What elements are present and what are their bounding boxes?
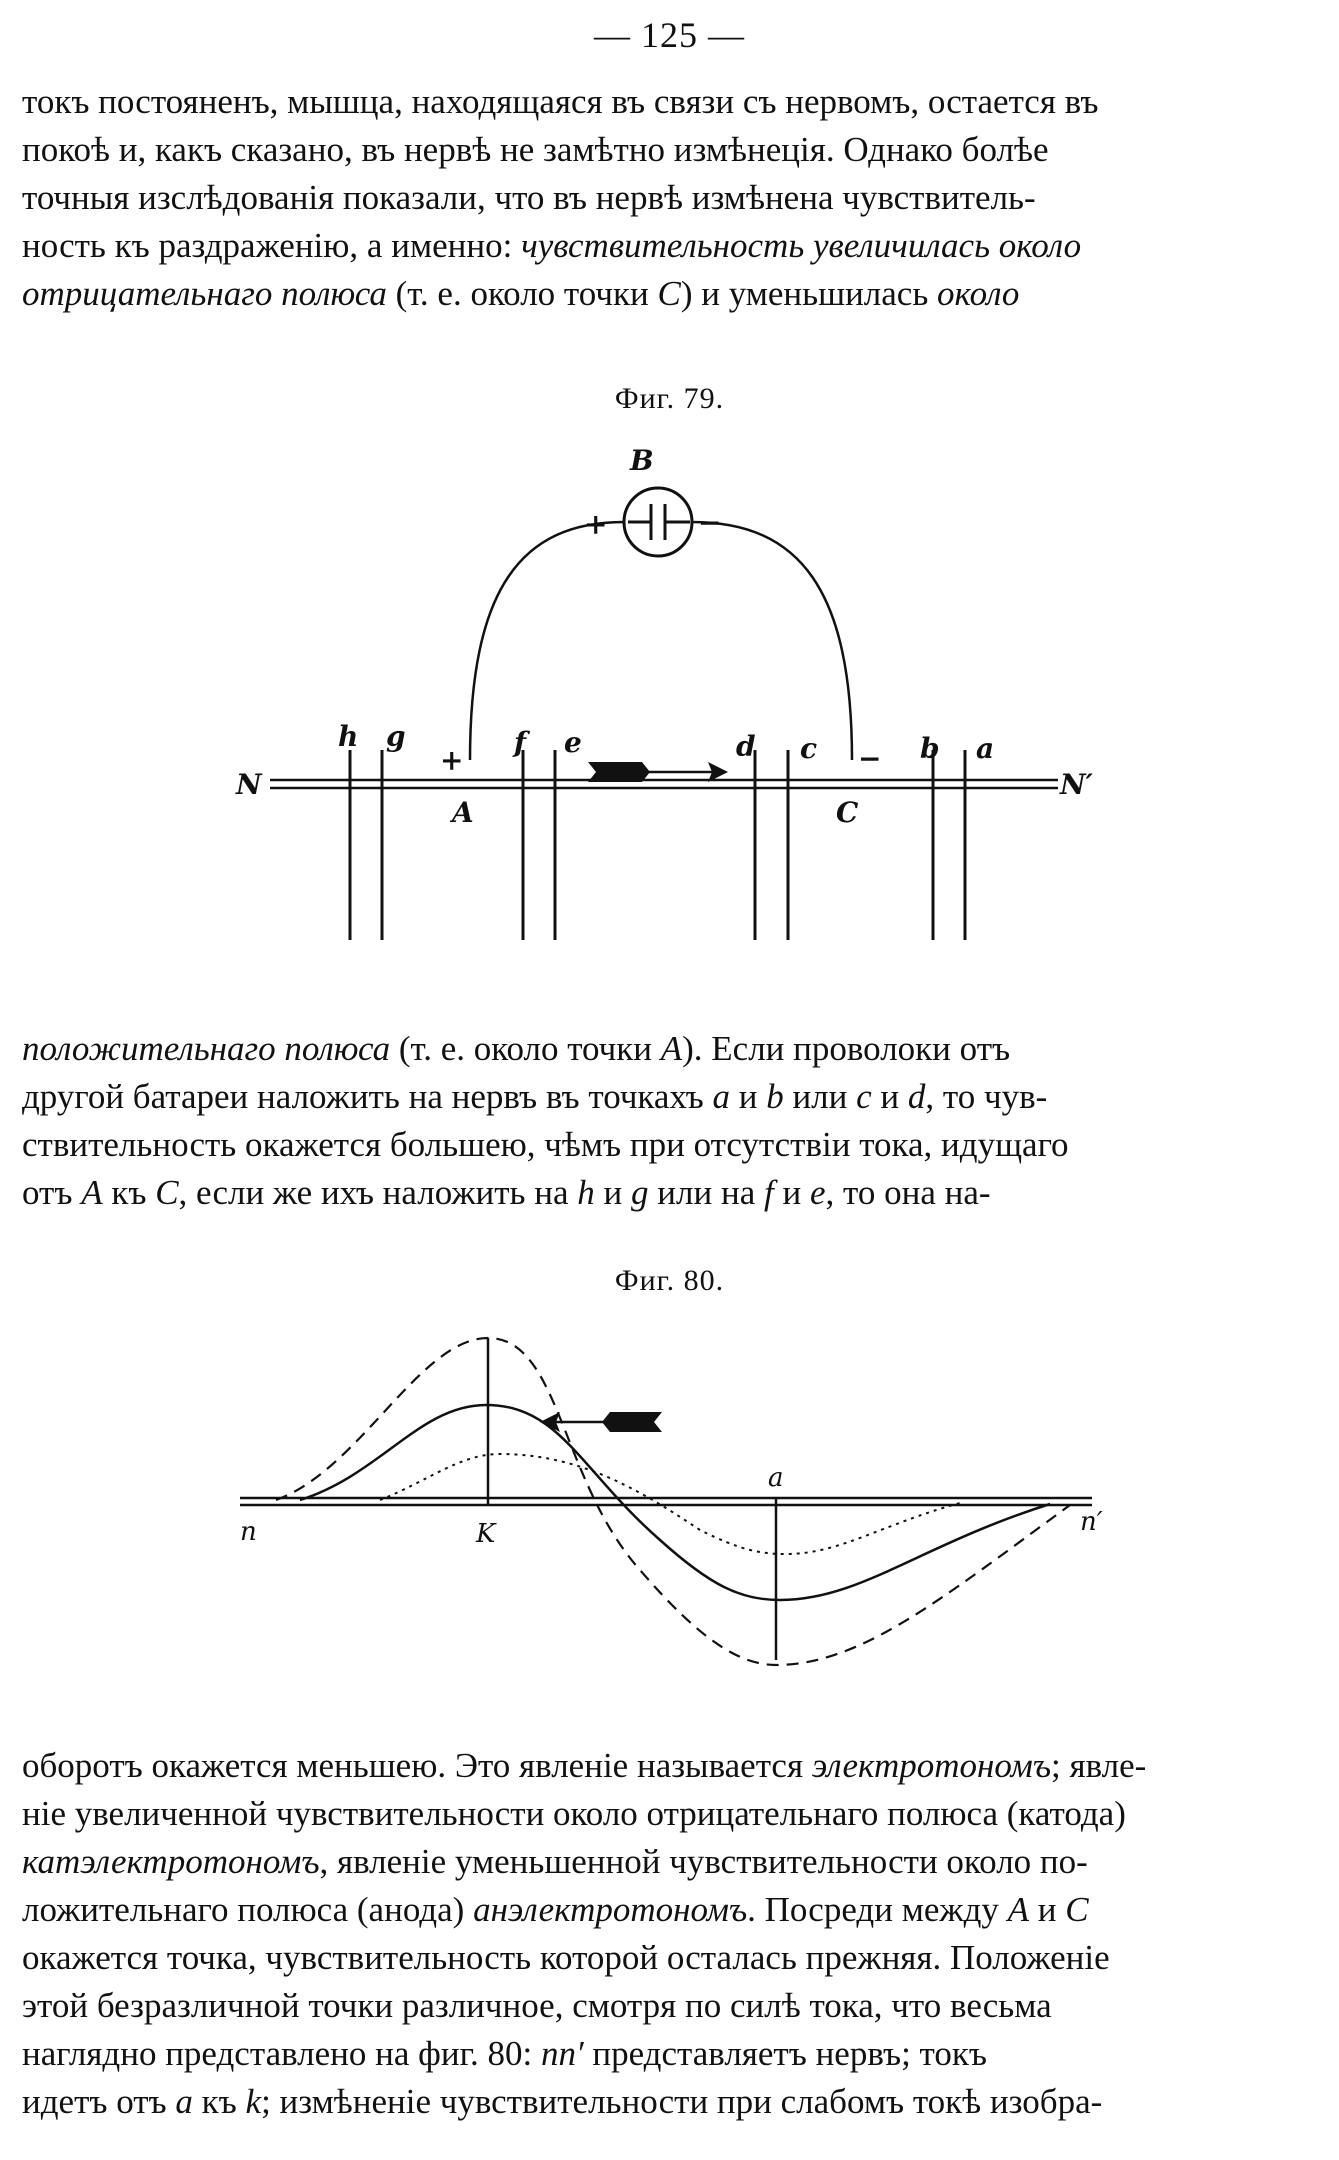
label-c: c [800, 732, 818, 765]
text-span: идетъ отъ [22, 2082, 176, 2121]
text-span: ; явле- [1051, 1746, 1147, 1785]
text-line: покоѣ и, какъ сказано, въ нервѣ не замѣтно измѣнеція. Однако болѣе [22, 130, 1049, 169]
emphasis: положительнаго полюса [22, 1029, 391, 1068]
text-span: , то она на- [825, 1173, 991, 1212]
text-line [22, 1025, 1322, 1073]
label-a: a [768, 1463, 784, 1493]
text-span: ) и уменьшилась [680, 274, 938, 313]
text-line: окажется точка, чувствительность которой осталась прежняя. Положеніе [22, 1938, 1110, 1977]
text-line [22, 2078, 1322, 2126]
emphasis: C [155, 1173, 179, 1212]
electrode-pairs [350, 750, 965, 940]
emphasis: c [856, 1077, 872, 1116]
text-span: , то чув- [925, 1077, 1048, 1116]
text-line [22, 270, 1322, 318]
paragraph-1 [22, 78, 1322, 318]
text-line [22, 1073, 1322, 1121]
label-n: n [240, 1517, 257, 1547]
emphasis: отрицательнаго полюса [22, 274, 387, 313]
label-n-prime: n′ [1080, 1507, 1103, 1537]
text-span: къ [102, 1173, 156, 1212]
paragraph-3 [22, 1742, 1322, 2126]
label-f: f [514, 726, 527, 759]
page-number: — 125 — [594, 15, 745, 55]
curve-medium-current [300, 1405, 1050, 1600]
label-A: A [452, 796, 474, 829]
text-line: ніе увеличенной чувствительности около отрицательнаго полюса (катода) [22, 1794, 1126, 1833]
text-span: ность къ раздраженію, а именно: [22, 226, 522, 265]
figure-79-diagram [0, 440, 1339, 960]
wire-negative [692, 522, 852, 760]
label-nerve-left: N [236, 768, 262, 801]
label-C: C [836, 796, 859, 829]
text-span: оборотъ окажется меньшею. Это явленіе называется [22, 1746, 812, 1785]
text-line [22, 1838, 1322, 1886]
emphasis: A [1007, 1890, 1030, 1929]
emphasis: b [766, 1077, 784, 1116]
text-span: ). Если проволоки отъ [682, 1029, 1011, 1068]
text-span: (т. е. около точки [390, 1029, 661, 1068]
text-span: и [1029, 1890, 1066, 1929]
emphasis: чувствительность увеличилась около [521, 226, 1082, 265]
text-line: ствительность окажется большею, чѣмъ при отсутствіи тока, идущаго [22, 1125, 1069, 1164]
text-span: . Посреди между [747, 1890, 1008, 1929]
text-span: и [729, 1077, 767, 1116]
emphasis: A [660, 1029, 683, 1068]
label-d: d [736, 730, 756, 763]
text-span: къ [192, 2082, 246, 2121]
label-minus-top: − [698, 506, 722, 539]
emphasis: nn′ [540, 2034, 584, 2073]
text-span: или [783, 1077, 857, 1116]
label-plus-a: + [440, 744, 464, 777]
text-line [22, 1169, 1322, 1217]
label-a: a [976, 732, 995, 765]
text-span: и [594, 1173, 632, 1212]
emphasis: g [631, 1173, 649, 1212]
emphasis: a [175, 2082, 193, 2121]
text-span: и [871, 1077, 908, 1116]
text-span: другой батареи наложить на нервъ въ точкахъ [22, 1077, 713, 1116]
label-plus-top: + [584, 508, 608, 541]
paragraph-2 [22, 1025, 1322, 1217]
label-nerve-right: N′ [1060, 768, 1093, 801]
text-span: или на [648, 1173, 764, 1212]
text-span: (т. е. около точки [386, 274, 658, 313]
label-battery: B [630, 444, 654, 477]
emphasis: f [763, 1173, 774, 1212]
emphasis: k [245, 2082, 262, 2121]
text-line: токъ постояненъ, мышца, находящаяся въ связи съ нервомъ, остается въ [22, 82, 1099, 121]
emphasis: C [657, 274, 681, 313]
text-line: точныя изслѣдованія показали, что въ нервѣ измѣнена чувствитель- [22, 178, 1036, 217]
text-span: отъ [22, 1173, 82, 1212]
emphasis: C [1065, 1890, 1089, 1929]
figure-80-caption: Фиг. 80. [614, 1264, 725, 1297]
text-span: ; измѣненіе чувствительности при слабомъ токѣ изобра- [261, 2082, 1103, 2121]
label-b: b [920, 732, 940, 765]
emphasis: анэлектротономъ [473, 1890, 748, 1929]
text-line [22, 1886, 1322, 1934]
label-g: g [386, 720, 406, 753]
figure-80-diagram [0, 1320, 1339, 1720]
text-line: этой безразличной точки различное, смотря по силѣ тока, что весьма [22, 1986, 1052, 2025]
emphasis: около [937, 274, 1020, 313]
current-arrow [540, 1412, 662, 1432]
label-minus-c: − [858, 742, 882, 775]
text-span: и [773, 1173, 810, 1212]
emphasis: d [907, 1077, 926, 1116]
curve-strong-current [276, 1338, 1070, 1665]
emphasis: A [81, 1173, 103, 1212]
label-k: K [476, 1519, 496, 1549]
emphasis: h [577, 1173, 595, 1212]
emphasis: электротономъ [811, 1746, 1052, 1785]
text-span: представляетъ нервъ; токъ [583, 2034, 987, 2073]
text-span: , если же ихъ наложить на [178, 1173, 578, 1212]
text-span: наглядно представлено на фиг. 80: [22, 2034, 541, 2073]
emphasis: катэлектротономъ [22, 1842, 320, 1881]
text-line [22, 2030, 1322, 2078]
figure-79-caption: Фиг. 79. [614, 382, 725, 415]
emphasis: e [809, 1173, 826, 1212]
text-line [22, 222, 1322, 270]
label-e: e [564, 726, 582, 759]
label-h: h [338, 720, 359, 753]
wire-positive [470, 522, 624, 760]
emphasis: a [712, 1077, 730, 1116]
text-span: , явленіе уменьшенной чувствительности около по- [319, 1842, 1088, 1881]
text-span: ложительнаго полюса (анода) [22, 1890, 474, 1929]
text-line [22, 1742, 1322, 1790]
